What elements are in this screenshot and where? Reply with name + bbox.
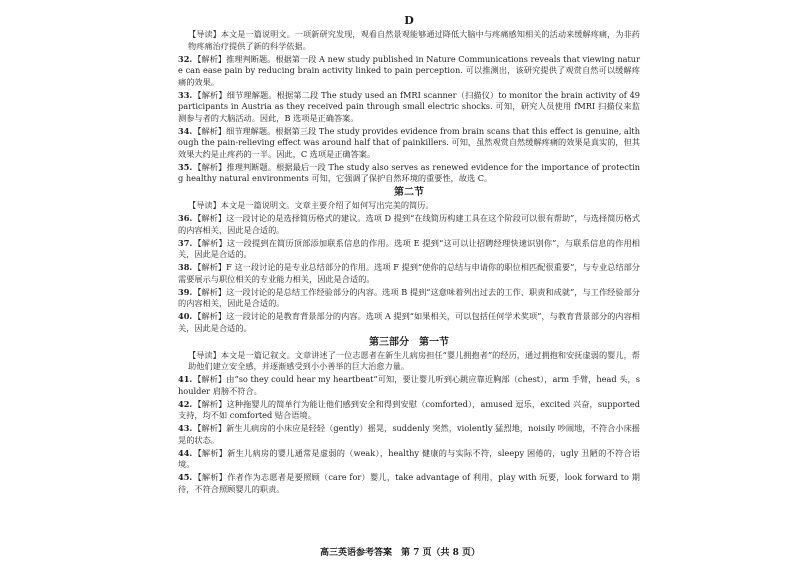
paragraph-text: 【导读】本文是一篇记叙文。文章讲述了一位志愿者在新生儿病房担任“婴儿拥抱者”的经历，通过拥抱和安抚虚弱的婴儿，帮助他们建立安全感，并逐渐感受到小小善举的巨大治愈力量。 (188, 349, 640, 371)
answer-item (178, 448, 640, 471)
paragraph-text: 【解析】新生儿病房的婴儿通常是虚弱的（weak），healthy 健康的与实际不符，sleepy 困倦的，ugly 丑陋的不符合语境。 (178, 447, 640, 469)
paragraph-text: 【导读】本文是一篇说明文。一项新研究发现，观看自然景观能够通过降低大脑中与疼痛感知相关的活动来缓解疼痛，为非药物疼痛治疗提供了新的科学依据。 (188, 29, 640, 51)
paragraph-text: 【解析】细节理解题。根据第三段 The study provides evidence from brain scans that this effect is genuine, although the pain-relieving effect was around half that of painkillers. 可知，虽然观赏自然缓解疼痛的效果是真实的，但其效果大约是止疼药的一半。因此，C 选项是正确答案。 (178, 125, 640, 159)
answer-item (178, 126, 640, 161)
question-number: 32. (178, 53, 193, 64)
question-number: 39. (178, 286, 193, 297)
paragraph-text: 【解析】这种拖婴儿的简单行为能让他们感到安全和得到安慰（comforted），amused 逗乐，excited 兴奋，supported 支持，均不如 comforted 贴合语境。 (178, 398, 640, 420)
question-number: 33. (178, 89, 193, 100)
answer-item (178, 262, 640, 285)
question-number: 42. (178, 398, 193, 409)
paragraph-text: 【导读】本文是一篇说明文。文章主要介绍了如何写出完美的简历。 (188, 200, 434, 210)
answer-item (178, 399, 640, 422)
paragraph-text: 【解析】这一段提到在简历顶部添加联系信息的作用。选项 E 提到“这可以让招聘经理快速识别你”，与联系信息的作用相关，因此是合适的。 (178, 237, 640, 259)
question-number: 41. (178, 374, 193, 384)
answer-item (178, 287, 640, 310)
paragraph-text: 【解析】推理判断题。根据最后一段 The study also serves as renewed evidence for the importance of protecting healthy natural environments 可知，它强调了保护自然环境的重要性，故选 C。 (178, 161, 640, 183)
guide-paragraph (178, 200, 640, 212)
paragraph-text: 【解析】细节理解题。根据第二段 The study used an fMRI scanner（扫描仪）to monitor the brain activity of 49 participants in Austria as they received pain through small electric shocks. 可知，研究人员使用 fMRI 扫描仪来监测参与者的大脑活动。因此，B 选项是正确答案。 (178, 89, 640, 123)
question-number: 38. (178, 262, 193, 272)
paragraph-text: 【解析】作者作为志愿者是要照顾（care for）婴儿，take advantage of 利用，play with 玩要，look forward to 期待，不符合照顾婴儿的职责。 (178, 472, 640, 494)
answer-item (178, 423, 640, 446)
section-heading: 第三部分 第一节 (369, 336, 449, 348)
answer-item (178, 238, 640, 261)
answer-content (178, 29, 640, 495)
question-number: 43. (178, 423, 193, 433)
question-number: 45. (178, 472, 193, 482)
page-footer: 高三英语参考答案 第 7 页（共 8 页） (319, 548, 481, 558)
paragraph-text: 【解析】这一段讨论的是总结工作经验部分的内容。选项 B 提到“这意味着列出过去的工作、职责和成就”，与工作经验部分的内容相关，因此是合适的。 (178, 286, 640, 308)
paragraph-text: 【解析】推理判断题。根据第一段 A new study published in Nature Communications reveals that viewing nature can ease pain by reducing brain activity linked to pain perception. 可以推测出，该研究提供了观赏自然可以缓解疼痛的效果。 (178, 53, 640, 87)
answer-item (178, 472, 640, 495)
guide-paragraph (178, 350, 640, 373)
answer-item (178, 162, 640, 185)
answer-item (178, 90, 640, 125)
paragraph-text: 【解析】这一段讨论的是教育背景部分的内容。选项 A 提到“如果相关，可以包括任何学术奖项”，与教育背景部分的内容相关，因此是合适的。 (178, 311, 640, 333)
passage-heading: D (404, 14, 414, 27)
question-number: 35. (178, 161, 193, 172)
question-number: 36. (178, 213, 193, 223)
question-number: 37. (178, 237, 193, 248)
answer-item (178, 54, 640, 89)
answer-item (178, 311, 640, 334)
answer-item (178, 213, 640, 236)
paragraph-text: 【解析】新生儿病房的小床应是轻轻（gently）摇晃，suddenly 突然，violently 猛烈地，noisily 吵闹地，不符合小床摇晃的状态。 (178, 423, 640, 445)
question-number: 40. (178, 311, 193, 321)
answer-item (178, 374, 640, 397)
section-heading: 第二节 (394, 187, 424, 198)
question-number: 34. (178, 125, 193, 136)
paragraph-text: 【解析】由“so they could hear my heartbeat”可知，要让婴儿听到心跳应靠近胸部（chest），arm 手臂，head 头，shoulder 肩膀不符合。 (178, 374, 640, 396)
question-number: 44. (178, 447, 193, 458)
paragraph-text: 【解析】这一段讨论的是选择简历格式的建议。选项 D 提到“在线简历构建工具在这个阶段可以很有帮助”，与选择简历格式的内容相关，因此是合适的。 (178, 213, 640, 235)
guide-paragraph (178, 29, 640, 52)
paragraph-text: 【解析】F 这一段讨论的是专业总结部分的作用。选项 F 提到“使你的总结与申请你的职位相匹配很重要”，与专业总结部分需要展示与职位相关的专业能力相关，因此是合适的。 (178, 262, 640, 284)
